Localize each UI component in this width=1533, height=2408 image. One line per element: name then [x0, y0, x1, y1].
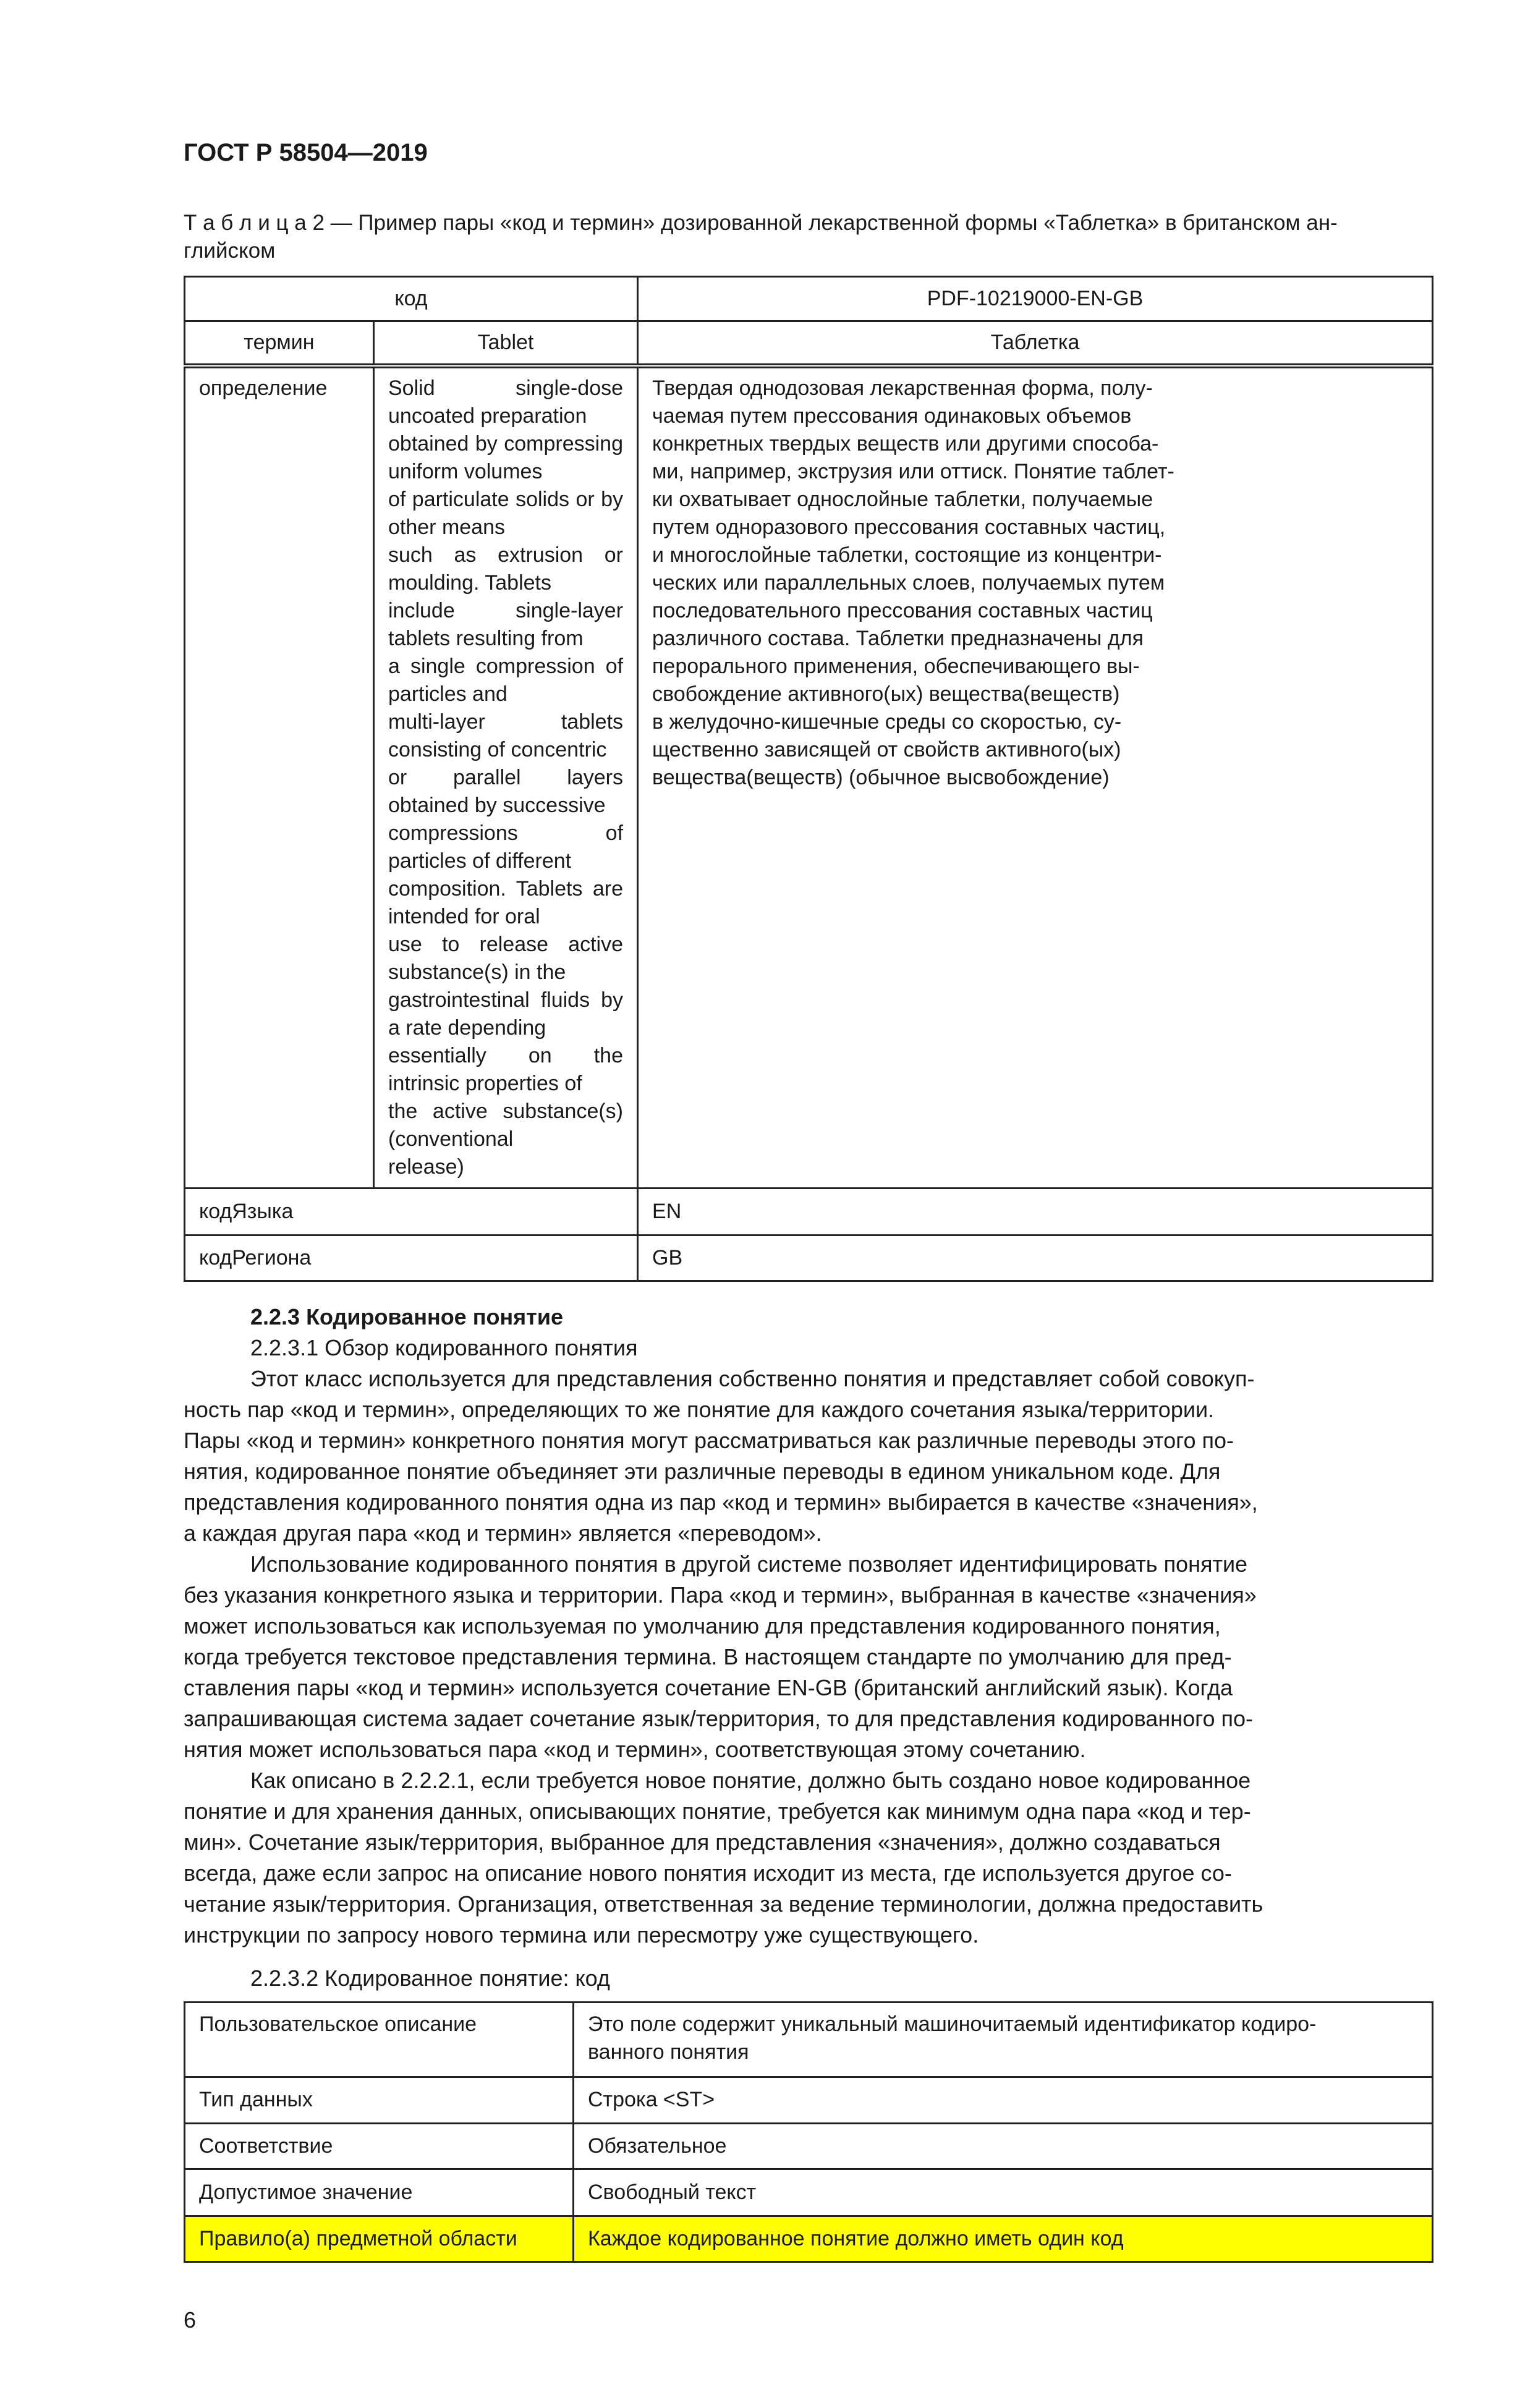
- row-label: Тип данных: [185, 2077, 574, 2123]
- definition-en-line: compressions of particles of different: [388, 821, 624, 873]
- row-value: [574, 2077, 1433, 2123]
- paragraph-line: Этот класс используется для представления собственно понятия и представляет собой совокуп-: [250, 1365, 1255, 1391]
- paragraph-line: нятия, кодированное понятие объединяет эти различные переводы в едином уникальном коде. Для: [184, 1458, 1221, 1484]
- region-label: кодРегиона: [185, 1235, 638, 1281]
- caption-line: Т а б л и ц а 2 — Пример пары «код и термин» дозированной лекарственной формы «Таблетка» в британском ан-: [184, 211, 1338, 235]
- paragraph-line: четание язык/территория. Организация, ответственная за ведение терминологии, должна предоставить: [184, 1891, 1263, 1917]
- paragraph: [184, 1549, 1432, 1765]
- paragraph-line: запрашивающая система задает сочетание язык/территория, то для представления кодированного по-: [184, 1705, 1253, 1731]
- definition-ru-line: различного состава. Таблетки предназначены для: [652, 626, 1144, 650]
- definition-ru-line: ми, например, экструзия или оттиск. Понятие таблет-: [652, 459, 1174, 483]
- definition-en-line: or parallel layers obtained by successive: [388, 765, 624, 817]
- document-page: [184, 0, 1432, 2408]
- definition-ru-line: перорального применения, обеспечивающего вы-: [652, 654, 1140, 678]
- paragraph-line: всегда, даже если запрос на описание нового понятия исходит из места, где используется другое со-: [184, 1860, 1232, 1886]
- paragraph-line: инструкции по запросу нового термина или пересмотру уже существующего.: [184, 1922, 979, 1948]
- paragraph-line: Использование кодированного понятия в другой системе позволяет идентифицировать понятие: [250, 1551, 1248, 1577]
- definition-en-line: a single compression of particles and: [388, 654, 624, 706]
- definition-label: определение: [185, 366, 374, 1189]
- paragraph-line: когда требуется текстовое представления термина. В настоящем стандарте по умолчанию для пред-: [184, 1643, 1232, 1669]
- table-row: [185, 2169, 1433, 2216]
- language-label: кодЯзыка: [185, 1188, 638, 1235]
- paragraph-line: может использоваться как используемая по умолчанию для представления кодированного понятия,: [184, 1613, 1221, 1639]
- region-value: GB: [638, 1235, 1433, 1281]
- row-label: Правило(а) предметной области: [185, 2216, 574, 2262]
- table-row: [185, 2077, 1433, 2123]
- paragraph-line: мин». Сочетание язык/территория, выбранное для представления «значения», должно создаваться: [184, 1829, 1221, 1855]
- code-label: код: [185, 277, 638, 321]
- row-value-line: ванного понятия: [588, 2040, 749, 2064]
- row-value-line: Это поле содержит уникальный машиночитаемый идентификатор кодиро-: [588, 2012, 1317, 2036]
- paragraph: [184, 1363, 1432, 1549]
- section-body: [184, 1302, 1432, 1951]
- definition-ru-line: вещества(веществ) (обычное высвобождение): [652, 765, 1110, 789]
- definition-en-line: obtained by compressing uniform volumes: [388, 431, 624, 483]
- definition-en-line: Solid single-dose uncoated preparation: [388, 376, 624, 428]
- paragraph-line: а каждая другая пара «код и термин» является «переводом».: [184, 1520, 822, 1546]
- row-value-line: Каждое кодированное понятие должно иметь один код: [588, 2226, 1124, 2250]
- paragraph-line: Как описано в 2.2.2.1, если требуется новое понятие, должно быть создано новое кодированное: [250, 1767, 1251, 1793]
- term-ru: Таблетка: [638, 321, 1433, 366]
- definition-en-line: include single-layer tablets resulting from: [388, 598, 624, 650]
- definition-en-line: release): [388, 1155, 464, 1179]
- page-number: 6: [184, 2307, 197, 2333]
- row-value: [574, 2002, 1433, 2077]
- term-label: термин: [185, 321, 374, 366]
- row-label: Пользовательское описание: [185, 2002, 574, 2077]
- definition-ru-line: ки охватывает однослойные таблетки, получаемые: [652, 487, 1153, 511]
- row-label: Допустимое значение: [185, 2169, 574, 2216]
- subsection-heading: 2.2.3.1 Обзор кодированного понятия: [250, 1334, 638, 1360]
- definition-en-line: essentially on the intrinsic properties of: [388, 1043, 624, 1095]
- paragraph-line: Пары «код и термин» конкретного понятия могут рассматриваться как различные переводы этого по-: [184, 1427, 1234, 1453]
- table-row: [185, 2123, 1433, 2169]
- code-value: PDF-10219000-EN-GB: [638, 277, 1433, 321]
- definition-ru-line: в желудочно-кишечные среды со скоростью, су-: [652, 710, 1122, 734]
- subsection-heading: 2.2.3.2 Кодированное понятие: код: [250, 1965, 610, 1991]
- row-value: [574, 2169, 1433, 2216]
- definition-en-line: gastrointestinal fluids by a rate depending: [388, 988, 624, 1040]
- definition-ru-line: последовательного прессования составных частиц: [652, 598, 1153, 622]
- definition-ru-line: ческих или параллельных слоев, получаемых путем: [652, 570, 1165, 595]
- paragraph-line: нятия может использоваться пара «код и термин», соответствующая этому сочетанию.: [184, 1736, 1086, 1762]
- paragraph-line: ставления пары «код и термин» используется сочетание EN-GB (британский английский язык). Когда: [184, 1674, 1233, 1700]
- paragraph-line: ность пар «код и термин», определяющих то же понятие для каждого сочетания языка/территории.: [184, 1396, 1215, 1422]
- definition-en-line: multi-layer tablets consisting of concentric: [388, 710, 624, 761]
- document-header: ГОСТ Р 58504—2019: [184, 139, 428, 166]
- paragraph-line: представления кодированного понятия одна из пар «код и термин» выбирается в качестве «значения»,: [184, 1489, 1258, 1515]
- table-row: [185, 2002, 1433, 2077]
- definition-ru-line: щественно зависящей от свойств активного(ых): [652, 737, 1121, 761]
- language-value: EN: [638, 1188, 1433, 1235]
- definition-en-line: the active substance(s) (conventional: [388, 1099, 624, 1151]
- definition-ru-line: конкретных твердых веществ или другими способа-: [652, 431, 1159, 456]
- definition-ru-line: Твердая однодозовая лекарственная форма, полу-: [652, 376, 1153, 400]
- row-value: [574, 2123, 1433, 2169]
- definition-en-line: use to release active substance(s) in the: [388, 932, 624, 984]
- definition-en: [374, 366, 638, 1189]
- row-value: [574, 2216, 1433, 2262]
- caption-line: глийском: [184, 239, 276, 263]
- tablet-example-table: [184, 276, 1433, 1282]
- paragraph-line: понятие и для хранения данных, описывающих понятие, требуется как минимум одна пара «код и тер-: [184, 1798, 1251, 1824]
- table-caption: [184, 209, 1432, 265]
- row-value-line: Обязательное: [588, 2134, 727, 2158]
- definition-ru-line: свобождение активного(ых) вещества(веществ): [652, 682, 1120, 706]
- definition-en-line: such as extrusion or moulding. Tablets: [388, 543, 624, 595]
- row-value-line: Строка <ST>: [588, 2088, 715, 2111]
- definition-ru-line: чаемая путем прессования одинаковых объемов: [652, 404, 1132, 428]
- table-row: [185, 2216, 1433, 2262]
- paragraph: [184, 1765, 1432, 1951]
- paragraph-line: без указания конкретного языка и территории. Пара «код и термин», выбранная в качестве «значения»: [184, 1582, 1257, 1608]
- row-label: Соответствие: [185, 2123, 574, 2169]
- section-heading: 2.2.3 Кодированное понятие: [250, 1304, 563, 1329]
- definition-ru-line: и многослойные таблетки, состоящие из концентри-: [652, 543, 1162, 567]
- definition-ru-line: путем одноразового прессования составных частиц,: [652, 515, 1166, 539]
- definition-en-line: of particulate solids or by other means: [388, 487, 624, 539]
- row-value-line: Свободный текст: [588, 2180, 757, 2204]
- coded-concept-code-table: [184, 2001, 1433, 2263]
- definition-ru: [638, 366, 1433, 1189]
- term-en: Tablet: [374, 321, 638, 366]
- definition-en-line: composition. Tablets are intended for oral: [388, 876, 624, 928]
